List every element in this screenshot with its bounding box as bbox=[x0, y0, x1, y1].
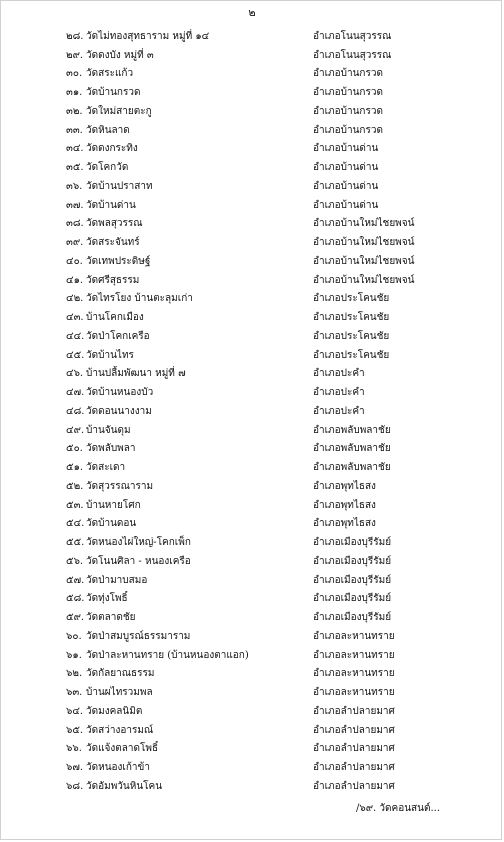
district-name: อำเภอปะคำ bbox=[313, 387, 365, 399]
list-item bbox=[66, 608, 446, 627]
item-number: ๔๓. bbox=[66, 312, 84, 324]
temple-name: วัดทุ่งโพธิ์ bbox=[86, 593, 128, 605]
temple-name: บ้านโคกเมือง bbox=[86, 312, 144, 324]
district-name: อำเภอปะคำ bbox=[313, 405, 365, 417]
list-item bbox=[66, 421, 446, 440]
page-number: ๒ bbox=[248, 6, 256, 19]
list-item bbox=[66, 777, 446, 796]
item-number: ๖๗. bbox=[66, 762, 84, 774]
temple-name: วัดมงคลนิมิต bbox=[86, 705, 143, 717]
district-name: อำเภอบ้านด่าน bbox=[313, 143, 379, 155]
item-number: ๓๔. bbox=[66, 143, 84, 155]
district-name: อำเภอลำปลายมาศ bbox=[313, 724, 395, 736]
temple-name: วัดดงกระทิง bbox=[86, 143, 138, 155]
list-item bbox=[66, 233, 446, 252]
district-name: อำเภอพลับพลาชัย bbox=[313, 443, 391, 455]
temple-name: วัดโนนศิลา - หนองเครือ bbox=[86, 555, 191, 567]
item-number: ๔๔. bbox=[66, 330, 85, 342]
temple-name: วัดดอนนางงาม bbox=[86, 405, 152, 417]
list-item bbox=[66, 683, 446, 702]
district-name: อำเภอลำปลายมาศ bbox=[313, 762, 395, 774]
district-name: อำเภอพุทไธสง bbox=[313, 499, 376, 511]
item-number: ๔๒. bbox=[66, 293, 84, 305]
item-number: ๕๘. bbox=[66, 593, 85, 605]
district-name: อำเภอประโคนชัย bbox=[313, 349, 390, 361]
temple-name: วัดหินลาด bbox=[86, 124, 130, 136]
district-name: อำเภอละหานทราย bbox=[313, 668, 395, 680]
temple-name: วัดพลับพลา bbox=[86, 443, 136, 455]
item-number: ๕๙. bbox=[66, 612, 85, 624]
item-number: ๔๙. bbox=[66, 424, 85, 436]
district-name: อำเภอเมืองบุรีรัมย์ bbox=[313, 593, 392, 605]
temple-name: วัดหนองเก้าข้า bbox=[86, 762, 150, 774]
item-number: ๓๕. bbox=[66, 162, 84, 174]
item-number: ๓๗. bbox=[66, 199, 84, 211]
list-item bbox=[66, 515, 446, 534]
list-item bbox=[66, 177, 446, 196]
list-item bbox=[66, 477, 446, 496]
list-item bbox=[66, 46, 446, 65]
temple-name: วัดสว่างอารมณ์ bbox=[86, 724, 154, 736]
item-number: ๔๕. bbox=[66, 349, 85, 361]
item-number: ๓๐. bbox=[66, 68, 83, 80]
list-item bbox=[66, 440, 446, 459]
item-number: ๔๐. bbox=[66, 255, 83, 267]
item-number: ๕๗. bbox=[66, 574, 85, 586]
item-number: ๓๙. bbox=[66, 237, 84, 249]
list-item bbox=[66, 271, 446, 290]
temple-name: วัดป่ามาบสมอ bbox=[86, 574, 148, 586]
temple-name: วัดแจ้งตลาดโพธิ์ bbox=[86, 743, 159, 755]
list-item bbox=[66, 571, 446, 590]
temple-name: วัดกัลยาณธรรม bbox=[86, 668, 155, 680]
item-number: ๓๓. bbox=[66, 124, 83, 136]
district-name: อำเภอบ้านกรวด bbox=[313, 105, 383, 117]
temple-name: วัดบ้านไทร bbox=[86, 349, 134, 361]
temple-name: วัดสุวรรณาราม bbox=[86, 480, 154, 492]
list-item bbox=[66, 65, 446, 84]
list-item bbox=[66, 665, 446, 684]
list-item bbox=[66, 102, 446, 121]
item-number: ๕๒. bbox=[66, 480, 84, 492]
district-name: อำเภอพลับพลาชัย bbox=[313, 424, 391, 436]
district-name: อำเภอบ้านกรวด bbox=[313, 68, 383, 80]
list-item bbox=[66, 215, 446, 234]
item-number: ๕๐. bbox=[66, 443, 83, 455]
list-item bbox=[66, 740, 446, 759]
list-item bbox=[66, 552, 446, 571]
temple-name: วัดไม่ทองสุทธาราม หมู่ที่ ๑๔ bbox=[86, 30, 210, 42]
list-item bbox=[66, 346, 446, 365]
district-name: อำเภอปะคำ bbox=[313, 368, 365, 380]
item-number: ๔๑. bbox=[66, 274, 84, 286]
district-name: อำเภอลำปลายมาศ bbox=[313, 780, 395, 792]
item-number: ๕๑. bbox=[66, 462, 84, 474]
list-item bbox=[66, 327, 446, 346]
temple-name: วัดอัมพวันหินโคน bbox=[86, 780, 163, 792]
temple-name: บ้านผไทรวมพล bbox=[86, 687, 153, 699]
item-number: ๖๔. bbox=[66, 705, 84, 717]
temple-list bbox=[66, 27, 446, 796]
list-item bbox=[66, 121, 446, 140]
item-number: ๕๕. bbox=[66, 537, 85, 549]
temple-name: วัดพลสุวรรณ bbox=[86, 218, 143, 230]
temple-name: วัดใหม่สายตะกู bbox=[86, 105, 152, 117]
item-number: ๖๒. bbox=[66, 668, 83, 680]
district-name: อำเภอโนนสุวรรณ bbox=[313, 30, 392, 42]
district-name: อำเภอพลับพลาชัย bbox=[313, 462, 391, 474]
item-number: ๓๖. bbox=[66, 180, 83, 192]
temple-name: วัดบ้านหนองบัว bbox=[86, 387, 154, 399]
district-name: อำเภอละหานทราย bbox=[313, 630, 395, 642]
item-number: ๖๖. bbox=[66, 743, 82, 755]
list-item bbox=[66, 383, 446, 402]
district-name: อำเภอละหานทราย bbox=[313, 649, 395, 661]
district-name: อำเภอเมืองบุรีรัมย์ bbox=[313, 574, 392, 586]
list-item bbox=[66, 158, 446, 177]
list-item bbox=[66, 140, 446, 159]
list-item bbox=[66, 402, 446, 421]
list-item bbox=[66, 496, 446, 515]
temple-name: วัดสระแก้ว bbox=[86, 68, 134, 80]
temple-name: วัดบ้านกรวด bbox=[86, 87, 141, 99]
list-item bbox=[66, 290, 446, 309]
item-number: ๓๒. bbox=[66, 105, 83, 117]
temple-name: วัดตลาดชัย bbox=[86, 612, 136, 624]
temple-name: วัดสะเดา bbox=[86, 462, 126, 474]
list-item bbox=[66, 533, 446, 552]
temple-name: วัดดงบัง หมู่ที่ ๓ bbox=[86, 49, 154, 61]
temple-name: วัดป่าโคกเครือ bbox=[86, 330, 150, 342]
list-item bbox=[66, 590, 446, 609]
district-name: อำเภอเมืองบุรีรัมย์ bbox=[313, 612, 392, 624]
district-name: อำเภอโนนสุวรรณ bbox=[313, 49, 392, 61]
list-item bbox=[66, 627, 446, 646]
list-item bbox=[66, 365, 446, 384]
district-name: อำเภอละหานทราย bbox=[313, 687, 395, 699]
temple-name: วัดป่าสมบูรณ์ธรรมาราม bbox=[86, 630, 191, 642]
temple-name: วัดศรีสุธรรม bbox=[86, 274, 140, 286]
item-number: ๖๐. bbox=[66, 630, 82, 642]
district-name: อำเภอบ้านใหม่ไชยพจน์ bbox=[313, 237, 415, 249]
temple-name: วัดบ้านดอน bbox=[86, 518, 137, 530]
item-number: ๔๗. bbox=[66, 387, 85, 399]
district-name: อำเภอบ้านด่าน bbox=[313, 162, 379, 174]
list-item bbox=[66, 252, 446, 271]
item-number: ๖๑. bbox=[66, 649, 82, 661]
district-name: อำเภอเมืองบุรีรัมย์ bbox=[313, 537, 392, 549]
district-name: อำเภอพุทไธสง bbox=[313, 480, 376, 492]
list-item bbox=[66, 27, 446, 46]
district-name: อำเภอบ้านกรวด bbox=[313, 87, 383, 99]
district-name: อำเภอบ้านกรวด bbox=[313, 124, 383, 136]
temple-name: วัดไทรโยง บ้านตะลุมเก่า bbox=[86, 293, 193, 305]
continuation-note: /๖๙. วัดคอนสนต์... bbox=[356, 803, 441, 814]
list-item bbox=[66, 721, 446, 740]
district-name: อำเภอบ้านใหม่ไชยพจน์ bbox=[313, 218, 415, 230]
district-name: อำเภอเมืองบุรีรัมย์ bbox=[313, 555, 392, 567]
list-item bbox=[66, 458, 446, 477]
item-number: ๕๖. bbox=[66, 555, 84, 567]
district-name: อำเภอประโคนชัย bbox=[313, 330, 390, 342]
item-number: ๔๘. bbox=[66, 405, 85, 417]
district-name: อำเภอบ้านด่าน bbox=[313, 180, 379, 192]
temple-name: วัดเทพประดิษฐ์ bbox=[86, 255, 151, 267]
district-name: อำเภอลำปลายมาศ bbox=[313, 743, 395, 755]
temple-name: วัดบ้านด่าน bbox=[86, 199, 136, 211]
district-name: อำเภอบ้านด่าน bbox=[313, 199, 379, 211]
item-number: ๒๘. bbox=[66, 30, 84, 42]
item-number: ๓๘. bbox=[66, 218, 84, 230]
district-name: อำเภอลำปลายมาศ bbox=[313, 705, 395, 717]
item-number: ๕๔. bbox=[66, 518, 85, 530]
district-name: อำเภอประโคนชัย bbox=[313, 293, 390, 305]
item-number: ๒๙. bbox=[66, 49, 84, 61]
list-item bbox=[66, 646, 446, 665]
temple-name: วัดโคกวัด bbox=[86, 162, 129, 174]
temple-name: บ้านปลื้มพัฒนา หมู่ที่ ๗ bbox=[86, 368, 186, 380]
item-number: ๔๖. bbox=[66, 368, 84, 380]
district-name: อำเภอบ้านใหม่ไชยพจน์ bbox=[313, 255, 415, 267]
list-item bbox=[66, 758, 446, 777]
item-number: ๖๕. bbox=[66, 724, 84, 736]
temple-name: วัดหนองไผ่ใหญ่-โคกเพ็ก bbox=[86, 537, 191, 549]
list-item bbox=[66, 83, 446, 102]
list-item bbox=[66, 196, 446, 215]
temple-name: บ้านหายโศก bbox=[86, 499, 141, 511]
temple-name: วัดสระจันทร์ bbox=[86, 237, 140, 249]
district-name: อำเภอบ้านใหม่ไชยพจน์ bbox=[313, 274, 415, 286]
district-name: อำเภอพุทไธสง bbox=[313, 518, 376, 530]
temple-name: วัดบ้านปราสาท bbox=[86, 180, 153, 192]
item-number: ๖๘. bbox=[66, 780, 84, 792]
item-number: ๖๓. bbox=[66, 687, 83, 699]
list-item bbox=[66, 702, 446, 721]
list-item bbox=[66, 308, 446, 327]
temple-name: วัดป่าละหานทราย (บ้านหนองตาแอก) bbox=[86, 649, 249, 661]
item-number: ๓๑. bbox=[66, 87, 83, 99]
district-name: อำเภอประโคนชัย bbox=[313, 312, 390, 324]
temple-name: บ้านจันดุม bbox=[86, 424, 131, 436]
item-number: ๕๓. bbox=[66, 499, 84, 511]
